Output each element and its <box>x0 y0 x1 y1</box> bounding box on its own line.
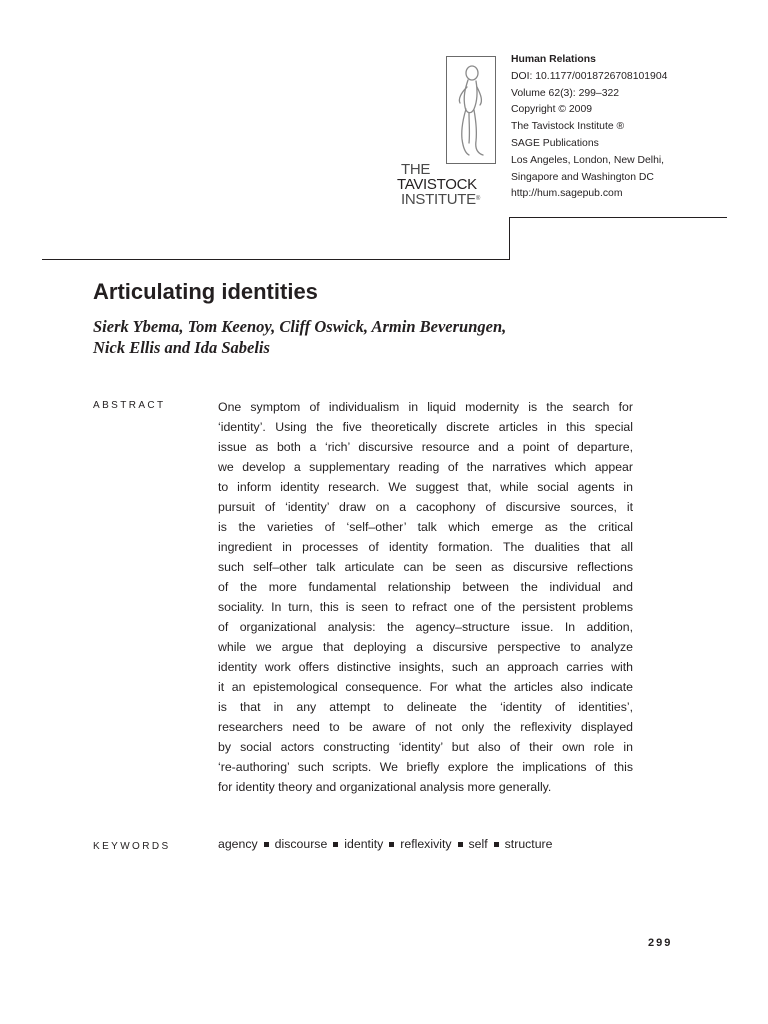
header-rule-left <box>42 259 510 260</box>
abstract-line: identity work offers distinctive insights, such an approach carries with <box>218 660 633 674</box>
keyword-item: identity <box>344 837 384 851</box>
journal-publisher: SAGE Publications <box>511 137 599 149</box>
authors-line: Nick Ellis and Ida Sabelis <box>93 338 270 357</box>
journal-copyright: Copyright © 2009 <box>511 104 593 116</box>
abstract-line: ingredient in processes of identity formation. The dualities that all <box>218 540 633 554</box>
logo-line-tavistock: TAVISTOCK <box>397 176 477 193</box>
abstract-line: of the more fundamental relationship between the individual and <box>218 580 633 594</box>
bullet-square-icon <box>264 842 269 847</box>
abstract-body <box>218 397 633 797</box>
journal-url: http://hum.sagepub.com <box>511 188 623 200</box>
authors-line: Sierk Ybema, Tom Keenoy, Cliff Oswick, Armin Beverungen, <box>93 317 507 336</box>
article-authors <box>93 316 653 358</box>
keyword-item: self <box>468 837 488 851</box>
abstract-line: pursuit of ‘identity’ draw on a cacophony of discursive sources, it <box>218 500 633 514</box>
abstract-line: One symptom of individualism in liquid modernity is the search for <box>218 400 633 414</box>
walking-figure-icon <box>447 57 497 165</box>
abstract-line: ‘identity’. Using the five theoretically discrete articles in this special <box>218 420 633 434</box>
abstract-line: ‘re-authoring’ such scripts. We briefly explore the implications of this <box>218 760 633 774</box>
abstract-line: of organizational analysis: the agency–structure issue. In addition, <box>218 620 633 634</box>
keyword-item: agency <box>218 837 258 851</box>
abstract-line: by social actors constructing ‘identity’ but also of their own role in <box>218 740 633 754</box>
journal-info <box>511 52 751 203</box>
journal-institute: The Tavistock Institute ® <box>511 121 625 133</box>
abstract-label: ABSTRACT <box>93 400 166 411</box>
keyword-item: reflexivity <box>400 837 452 851</box>
journal-title: Human Relations <box>511 54 596 65</box>
abstract-line: to inform identity research. We suggest that, while social agents in <box>218 480 633 494</box>
header-rule-right <box>509 217 727 218</box>
abstract-line: is that in any attempt to delineate the ‘identity of identities’, <box>218 700 633 714</box>
abstract-line: while we argue that deploying a discursive perspective to analyze <box>218 640 633 654</box>
journal-cities: Los Angeles, London, New Delhi, <box>511 154 665 166</box>
abstract-line: we develop a supplementary reading of the narratives which appear <box>218 460 633 474</box>
logo-line-the: THE <box>401 161 431 178</box>
journal-cities-2: Singapore and Washington DC <box>511 171 654 183</box>
bullet-square-icon <box>458 842 463 847</box>
page-number: 299 <box>648 937 673 949</box>
journal-volume: Volume 62(3): 299–322 <box>511 87 620 99</box>
abstract-line: researchers need to be aware of not only the reflexivity displayed <box>218 720 633 734</box>
tavistock-figure-logo <box>446 56 496 164</box>
abstract-line: for identity theory and organizational analysis more generally. <box>218 780 552 794</box>
abstract-line: such self–other talk articulate can be seen as discursive reflections <box>218 560 633 574</box>
abstract-line: it an epistemological consequence. For what the articles also indicate <box>218 680 633 694</box>
bullet-square-icon <box>494 842 499 847</box>
journal-doi: DOI: 10.1177/0018726708101904 <box>511 70 668 82</box>
keyword-item: structure <box>504 837 553 851</box>
keywords-label: KEYWORDS <box>93 841 171 852</box>
tavistock-logo-wordmark <box>397 162 497 207</box>
header-rule-vertical <box>509 218 510 260</box>
logo-line-institute: INSTITUTE® <box>401 191 480 208</box>
abstract-line: sociality. In turn, this is seen to refract one of the persistent problems <box>218 600 633 614</box>
abstract-line: is the varieties of ‘self–other’ talk which emerge as the critical <box>218 520 633 534</box>
keywords-list <box>218 837 553 851</box>
bullet-square-icon <box>389 842 394 847</box>
article-title: Articulating identities <box>93 279 318 304</box>
bullet-square-icon <box>333 842 338 847</box>
keyword-item: discourse <box>274 837 328 851</box>
abstract-line: issue as both a ‘rich’ discursive resource and a point of departure, <box>218 440 633 454</box>
